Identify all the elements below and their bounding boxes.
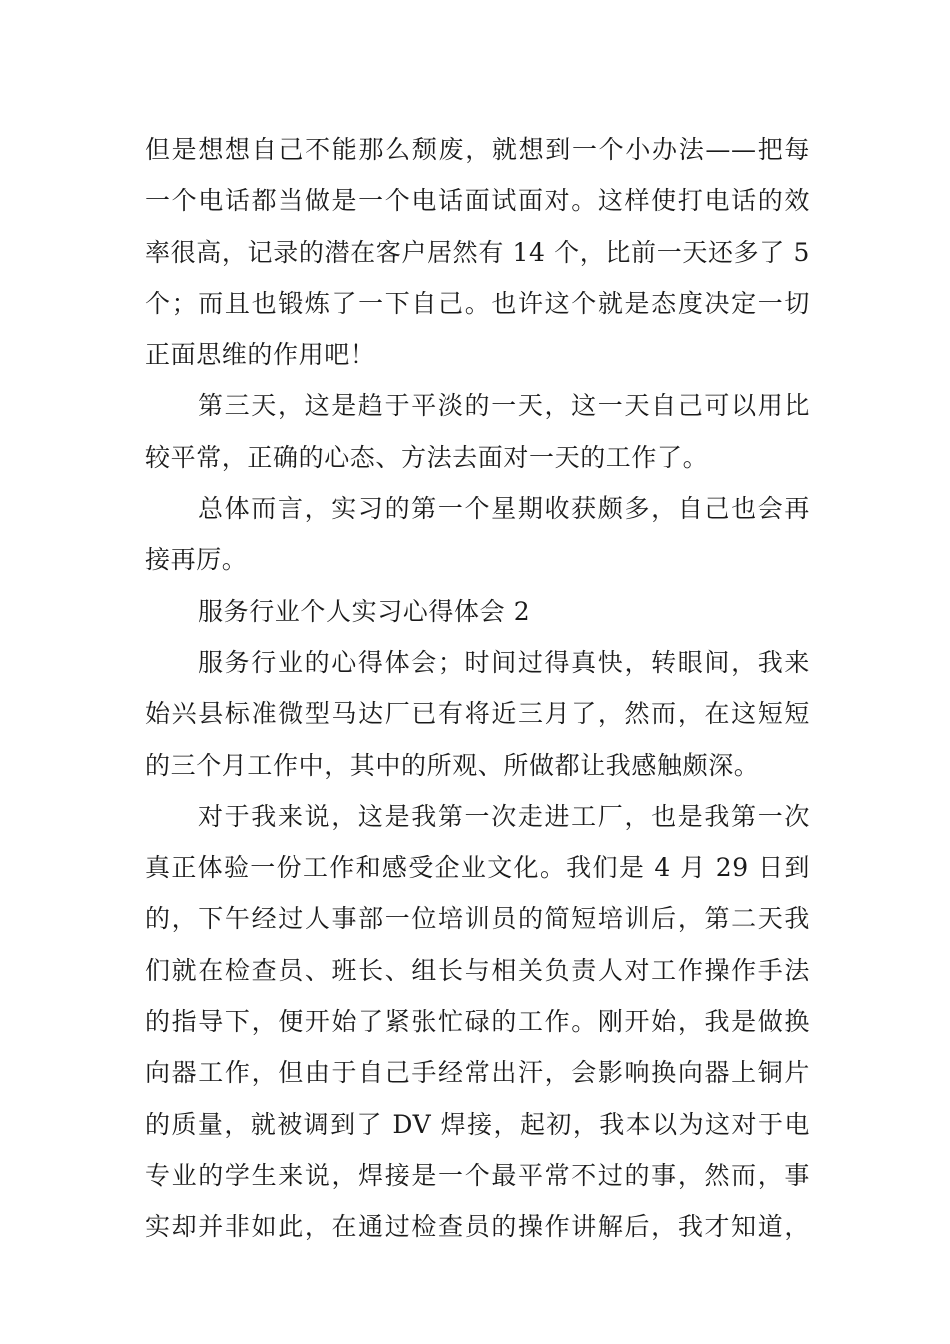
paragraph-day-three — [145, 380, 810, 483]
text-line: 专业的学生来说，焊接是一个最平常不过的事，然而，事 — [145, 1160, 810, 1190]
text-line: 们就在检查员、班长、组长与相关负责人对工作操作手法 — [145, 955, 810, 985]
text-line: 服务行业个人实习心得体会 2 — [198, 596, 531, 626]
text-line: 正面思维的作用吧！ — [145, 340, 376, 370]
document-body — [145, 124, 810, 1253]
text-line: 的指导下，便开始了紧张忙碌的工作。刚开始，我是做换 — [145, 1007, 810, 1037]
text-line: 的质量，就被调到了 DV 焊接，起初，我本以为这对于电 — [145, 1109, 810, 1139]
text-line: 率很高，记录的潜在客户居然有 14 个，比前一天还多了 5 — [145, 237, 810, 267]
text-line: 个；而且也锻炼了一下自己。也许这个就是态度决定一切 — [145, 288, 810, 318]
paragraph-summary — [145, 483, 810, 586]
text-line: 的，下午经过人事部一位培训员的简短培训后，第二天我 — [145, 904, 810, 934]
paragraph-1-continuation — [145, 124, 810, 380]
section-heading — [145, 586, 810, 637]
text-line: 一个电话都当做是一个电话面试面对。这样使打电话的效 — [145, 186, 810, 216]
text-line: 始兴县标准微型马达厂已有将近三月了，然而，在这短短 — [145, 699, 810, 729]
text-line: 接再厉。 — [145, 545, 248, 575]
text-line: 真正体验一份工作和感受企业文化。我们是 4 月 29 日到 — [145, 853, 810, 883]
text-line: 总体而言，实习的第一个星期收获颇多，自己也会再 — [198, 494, 810, 524]
paragraph-factory-experience — [145, 791, 810, 1253]
text-line: 服务行业的心得体会；时间过得真快，转眼间，我来 — [198, 647, 810, 677]
text-line: 对于我来说，这是我第一次走进工厂，也是我第一次 — [198, 801, 810, 831]
text-line: 第三天，这是趋于平淡的一天，这一天自己可以用比 — [198, 391, 810, 421]
paragraph-service-intro — [145, 637, 810, 791]
text-line: 较平常，正确的心态、方法去面对一天的工作了。 — [145, 442, 709, 472]
text-line: 的三个月工作中，其中的所观、所做都让我感触颇深。 — [145, 750, 760, 780]
text-line: 实却并非如此，在通过检查员的操作讲解后，我才知道， — [145, 1212, 810, 1242]
text-line: 但是想想自己不能那么颓废，就想到一个小办法——把每 — [145, 135, 810, 164]
text-line: 向器工作，但由于自己手经常出汗，会影响换向器上铜片 — [145, 1058, 810, 1088]
